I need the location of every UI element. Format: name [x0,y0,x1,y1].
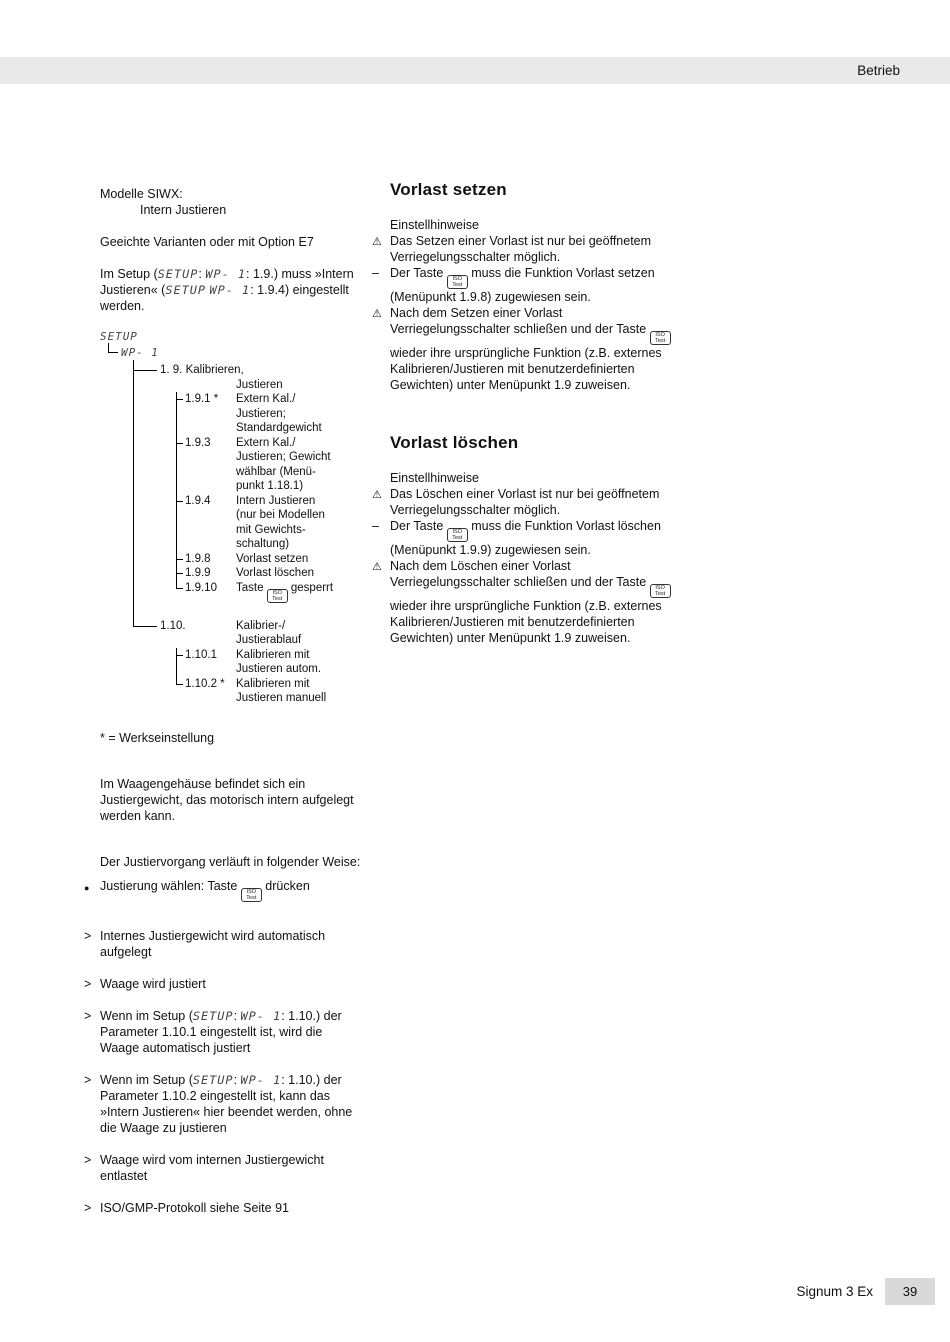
tree-row [160,633,364,648]
tree-item-number [185,465,236,480]
bullet-icon: ● [84,882,90,893]
chapter-title: Betrieb [857,63,900,78]
step-arrow-marker: > [84,1200,92,1215]
lcd-display-text: SETUP [192,1008,234,1023]
tree-item-number [185,523,236,538]
tree-item-number [185,508,236,523]
tree-subitems [160,648,364,706]
setup-intro: Im Setup (SETUP: WP- 1: 1.9.) muss »Intern Justieren« (SETUP WP- 1: 1.9.4) eingestellt werden. [100,267,354,313]
product-name: Signum 3 Ex [796,1284,873,1299]
tree-item-number: 1.9.9 [185,567,211,579]
tree-item [185,436,364,494]
tree-item-number: 1.9.3 [185,436,211,449]
tree-row [185,450,364,465]
tree-item-description: schaltung) [236,538,290,550]
bullet-step [84,878,364,902]
page-number: 39 [885,1278,935,1305]
bullet-step-text: Justierung wählen: Taste ISO Test drücken [100,878,310,901]
tree-item-description: Justierablauf [236,634,302,646]
iso-test-key-icon: ISO Test [241,888,262,902]
step-text: Internes Justiergewicht wird automatisch aufgelegt [100,928,326,959]
hint-item [372,558,672,646]
step-arrow-marker: > [84,928,92,943]
tree-item-number: 1.9.4 [185,494,211,507]
procedure-paragraph: Der Justiervorgang verläuft in folgender Weise: [100,854,361,869]
tree-row [185,691,364,706]
tree-row [185,479,364,494]
footnote: * = Werkseinstellung [100,730,215,745]
section-title: Vorlast setzen [390,180,507,199]
tree-item-description: Kalibrieren mit [236,648,310,661]
section-title: Vorlast löschen [390,433,519,452]
tree-branch-label: WP- 1 [121,345,159,359]
step-text: Wenn im Setup (SETUP: WP- 1: 1.10.) der Parameter 1.10.1 eingestellt ist, wird die Waage automatisch justiert [100,1008,342,1055]
tree-row [185,465,364,480]
tree-elbow-line [108,343,118,353]
warning-icon: ⚠ [372,308,382,320]
tree-item [185,648,364,677]
lcd-display-text: WP- 1 [205,267,247,281]
tree-item-number [185,662,236,677]
lcd-display-text: SETUP [192,1072,234,1087]
tree-item-number: 1.9.8 [185,552,211,565]
tree-subitems [160,392,364,603]
tree-item-number [185,537,236,552]
tree-item-number: 1.10. [160,619,186,632]
tree-item-description [236,363,364,378]
tree-item-description: Justieren [236,378,283,391]
housing-paragraph: Im Waagengehäuse befindet sich ein Justiergewicht, das motorisch intern aufgelegt werden kann. [100,776,354,823]
tree-item [185,566,364,581]
step-text: ISO/GMP-Protokoll siehe Seite 91 [100,1200,289,1215]
tree-item-number [185,691,236,706]
tree-row [185,392,364,407]
tree-row [185,566,364,581]
step-item [84,1072,364,1136]
model-line: Modelle SIWX: [100,187,183,201]
item-text: Das Setzen einer Vorlast ist nur bei geöffnetem Verriegelungsschalter möglich. [390,234,652,264]
tree-item-description: Extern Kal./ [236,393,296,405]
tree-root-label: SETUP [100,330,138,343]
step-item [84,976,364,992]
tree-item-description: Kalibrier-/ [236,619,286,632]
tree-row [160,378,364,393]
tree-row [185,508,364,523]
dash-marker: – [372,519,379,533]
hint-item [372,265,672,305]
tree-item-description: Extern Kal./ [236,436,296,449]
lcd-display-text: SETUP [157,267,199,281]
step-arrow-marker: > [84,976,92,991]
tree-row [185,407,364,422]
tree-item-number [185,450,236,465]
tree-item-description: Justieren; Gewicht [236,451,331,463]
hint-label: Einstellhinweise [390,471,479,485]
tree-row [185,552,364,567]
tree-item-number: 1. 9. Kalibrieren, [160,364,244,376]
tree-item [185,677,364,706]
result-steps [84,928,364,1216]
step-text: Waage wird justiert [100,976,206,991]
step-arrow-marker: > [84,1152,92,1167]
tree-item-description: Taste ISO Test gesperrt [236,581,334,602]
section [372,182,672,393]
tree-row [185,436,364,451]
tree-row [160,619,364,634]
menu-tree [100,330,364,706]
tree-item-description: Standardgewicht [236,422,322,434]
tree-row [185,662,364,677]
tree-branch [100,346,364,361]
tree-item-number [185,407,236,422]
tree-item [185,552,364,567]
hint-item [372,305,672,393]
tree-item-number [185,421,236,436]
tree-item-number: 1.9.1 * [185,393,219,405]
step-arrow-marker: > [84,1008,92,1023]
tree-row [185,494,364,509]
item-text: Nach dem Löschen einer Vorlast Verriegelungsschalter schließen und der Taste ISO Test wieder ihre ursprüngliche Funktion (z.B. externes Kalibrieren/Justieren mit benutzerdefinierten Gewichten) unter Menüpunkt 1.9 zuweisen. [390,559,671,645]
hint-item [372,486,672,518]
warning-icon: ⚠ [372,561,382,573]
tree-item-description: Justieren manuell [236,692,327,704]
iso-test-key-icon: ISO Test [650,331,671,345]
lcd-display-text: SETUP [165,283,207,297]
warning-icon: ⚠ [372,489,382,501]
tree-row [185,523,364,538]
tree-item-description: Justieren autom. [236,663,322,675]
tree-row [185,677,364,692]
tree-item-description: Vorlast setzen [236,552,309,565]
item-text: Nach dem Setzen einer Vorlast Verriegelungsschalter schließen und der Taste ISO Test wieder ihre ursprüngliche Funktion (z.B. externes Kalibrieren/Justieren mit benutzerdefinierten Gewichten) unter Menüpunkt 1.9 zuweisen. [390,306,671,392]
item-text: Der Taste ISO Test muss die Funktion Vorlast setzen (Menüpunkt 1.9.8) zugewiesen sein. [390,266,655,304]
hint-label: Einstellhinweise [390,218,479,232]
model-info [100,186,364,218]
variant-note: Geeichte Varianten oder mit Option E7 [100,235,314,249]
tree-row [185,537,364,552]
dash-marker: – [372,266,379,280]
tree-item-number: 1.10.2 * [185,677,225,690]
tree-row [185,581,364,603]
tree-item-number [160,633,236,648]
hint-items [372,233,672,393]
tree-row [185,421,364,436]
hint-item [372,518,672,558]
step-text: Wenn im Setup (SETUP: WP- 1: 1.10.) der Parameter 1.10.2 eingestellt ist, kann das »Intern Justieren« hier beendet werden, ohne die Waage zu justieren [100,1072,353,1135]
model-feature: Intern Justieren [140,203,227,217]
right-column [372,182,672,688]
step-text: Waage wird vom internen Justiergewicht entlastet [100,1152,324,1183]
tree-item-number [160,378,236,393]
tree-group [160,619,364,706]
page-header [0,57,950,84]
tree-item-description: mit Gewichts- [236,523,306,536]
tree-item-description: Intern Justieren [236,494,316,507]
tree-item-description: Justieren; [236,407,286,420]
tree-groups [100,360,364,706]
iso-test-key-icon: ISO Test [447,528,468,542]
tree-item-number: 1.10.1 [185,648,217,661]
left-column [84,186,364,1232]
tree-row [185,648,364,663]
lcd-display-text: WP- 1 [209,283,251,297]
step-item [84,928,364,960]
iso-test-key-icon: ISO Test [650,584,671,598]
step-item [84,1152,364,1184]
item-text: Das Löschen einer Vorlast ist nur bei geöffnetem Verriegelungsschalter möglich. [390,487,660,517]
tree-item-description: Vorlast löschen [236,567,314,579]
tree-item-description: Kalibrieren mit [236,677,310,690]
tree-item-number: 1.9.10 [185,581,217,594]
warning-icon: ⚠ [372,236,382,248]
hint-item [372,233,672,265]
tree-item-description: wählbar (Menü- [236,465,316,478]
tree-item-number [185,479,236,494]
tree-group [160,363,364,619]
item-text: Der Taste ISO Test muss die Funktion Vorlast löschen (Menüpunkt 1.9.9) zugewiesen sein. [390,519,661,557]
iso-test-key-icon: ISO Test [447,275,468,289]
tree-item-description: (nur bei Modellen [236,509,325,521]
iso-test-key-icon: ISO Test [267,589,288,603]
tree-item-description: punkt 1.18.1) [236,480,304,492]
step-item [84,1200,364,1216]
tree-row [160,363,364,378]
tree-item [185,392,364,436]
step-arrow-marker: > [84,1072,92,1087]
tree-item [185,494,364,552]
step-item [84,1008,364,1056]
hint-items [372,486,672,646]
lcd-display-text: WP- 1 [240,1072,282,1087]
tree-item [185,581,364,603]
section [372,435,672,646]
page-footer [0,1278,950,1305]
lcd-display-text: WP- 1 [240,1008,282,1023]
